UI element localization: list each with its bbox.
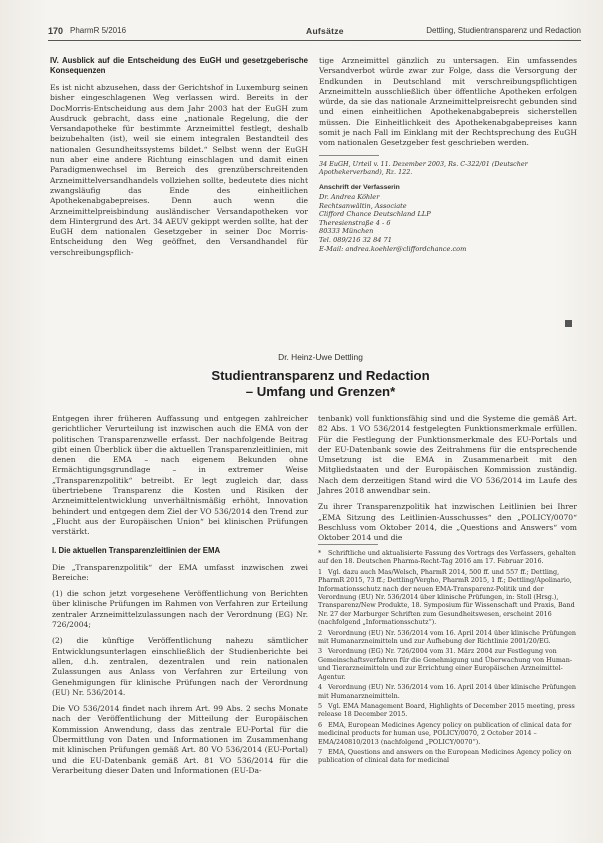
body-paragraph: Die VO 536/2014 findet nach ihrem Art. 99 Abs. 2 sechs Monate nach der Veröffentlichung der Mitteilung der Europäischen Kommission Anwendung, dass das zentrale EU-Portal für die Übermittlung von Daten und Informationen im Zusammenhang mit klinischen Prüfungen gemäß Art. 80 VO 536/2014 (EU-Portal) und die EU-Datenbank gemäß Art. 81 VO 536/2014 für die Verarbeitung dieser Daten und Informationen (EU-Da- xyxy=(52,704,308,775)
article-title-line-2: – Umfang und Grenzen* xyxy=(245,384,396,399)
footnote-number: 2 xyxy=(318,628,323,637)
footnote-number: 4 xyxy=(318,683,323,692)
footnote-text: Verordnung (EU) Nr. 536/2014 vom 16. April 2014 über klinische Prüfungen mit Humanarzneimitteln und zur Aufhebung der Richtlinie 2001/20/EG. xyxy=(318,628,577,646)
body-paragraph: tenbank) voll funktionsfähig sind und die Systeme die gemäß Art. 82 Abs. 1 VO 536/2014 festgelegten Funktionsmerkmale erfüllen. Für die Festlegung der Funktionsmerkmale des EU-Portals und der EU-Datenbank sowie des Zeitrahmens für die entsprechende Umsetzung ist die EMA in Zusammenarbeit mit den Mitgliedstaaten und der Europäischen Kommission zuständig. Nach dem derzeitigen Stand wird die VO 536/2014 im Laufe des Jahres 2018 anwendbar sein. xyxy=(318,414,577,496)
footnote-text: Schriftliche und aktualisierte Fassung des Vortrags des Verfassers, gehalten auf den 18. Deutschen Pharma-Recht-Tag 2016 am 17. Februar 2016. xyxy=(318,549,576,566)
footnote-separator xyxy=(318,544,378,545)
footnote xyxy=(318,549,577,566)
article-footnotes xyxy=(318,540,577,767)
previous-article-paragraph-cont: tige Arzneimittel gänzlich zu untersagen. Ein umfassendes Versandverbot würde zwar zur Folge, dass die Versorgung der Endkunden in Deutschland mit verschreibungspflichtigen Arzneimitteln ausschließlich über öffentliche Apotheken erfolgen würde, da sie das nationale Arzneimittelpreisrecht gebunden sind und einen einheitlichen Apothekenabgabepreis sicherstellen müssen. Die Einheitlichkeit des Apothekenabgabepreises kann somit je nach Fall im Einklang mit der Rechtsprechung des EuGH vom nationalen Gesetzgeber fest geschrieben werden. xyxy=(319,56,577,148)
address-line: Theresienstraße 4 - 6 xyxy=(319,218,391,227)
previous-article-heading: IV. Ausblick auf die Entscheidung des EuGH und gesetzgeberische Konsequenzen xyxy=(50,56,308,75)
address-line: Clifford Chance Deutschland LLP xyxy=(319,210,431,219)
address-line: 80333 München xyxy=(319,227,374,236)
previous-article-paragraph: Es ist nicht abzusehen, dass der Gerichtshof in Luxemburg seinen bisher eingeschlagenen Weg verlassen wird. Bereits in der DocMorris-Entscheidung aus dem Jahr 2003 hat der EuGH zum Ausdruck gebracht, dass eine „nationale Regelung, die der Versandapotheke für bestimmte Arzneimittel festlegt, deshalb beizubehalten (ist), weil sie einem integralen Bestandteil des nationalen Gesundheitssystems bildet.“ Selbst wenn der EuGH nun aber eine andere Richtung einschlagen und damit einen Paradigmenwechsel im Bereich des grenzüberschreitenden Arzneimittelversandhandels vollziehen sollte, bedeutete dies nicht zwangsläufig das Ende des einheitlichen Apothekenabgabepreises. Denn auch wenn die Arzneimittelpreisbindung ausländischer Versandapotheken vor dem Hintergrund des Art. 34 AEUV gekippt werden sollte, hat der EuGH dem nationalen Gesetzgeber in seiner Doc Morris-Entscheidung den Weg geöffnet, den Versandhandel für verschreibungspflich- xyxy=(50,83,308,257)
footnote-number: 7 xyxy=(318,747,323,756)
footnote-number: * xyxy=(318,549,322,557)
footnote-text: Verordnung (EU) Nr. 536/2014 vom 16. April 2014 über klinische Prüfungen mit Humanarzneimitteln. xyxy=(318,683,577,700)
footnote-text: EMA, Questions and answers on the European Medicines Agency policy on publication of clinical data for medicinal xyxy=(318,747,572,765)
section-heading: I. Die aktuellen Transparenzleitlinien der EMA xyxy=(52,545,221,555)
footnote-number: 5 xyxy=(318,701,323,710)
footnote xyxy=(318,629,577,646)
running-header xyxy=(48,24,581,38)
previous-article-footnote: 34 EuGH, Urteil v. 11. Dezember 2003, Rs. C-322/01 (Deutscher Apothekerverband), Rz. 122. xyxy=(319,159,528,177)
header-rule xyxy=(48,40,581,41)
footnote xyxy=(318,702,577,719)
body-paragraph: (2) die künftige Veröffentlichung nahezu sämtlicher Entwicklungsunterlagen einschließlich der Studienberichte bei allen, d.h. zentralen, dezentralen und rein nationalen Zulassungen aus Anlass von Verfahren zur Erteilung von Genehmigungen für klinische Prüfungen nach der Verordnung (EU) Nr. 536/2014. xyxy=(52,636,308,697)
article-title xyxy=(60,368,581,400)
body-paragraph: (1) die schon jetzt vorgesehene Veröffentlichung von Berichten über klinische Prüfungen im Rahmen von Verfahren zur Erteilung zentraler Arzneimittelzulassungen nach der Verordnung (EG) Nr. 726/2004; xyxy=(52,589,308,630)
previous-article-left-column xyxy=(50,56,308,264)
address-line: Rechtsanwältin, Associate xyxy=(319,201,407,210)
address-line: Dr. Andrea Köhler xyxy=(319,193,380,202)
article-left-column xyxy=(52,414,308,782)
body-paragraph: Die „Transparenzpolitik“ der EMA umfasst inzwischen zwei Bereiche: xyxy=(52,562,308,582)
address-email: E-Mail: andrea.koehler@cliffordchance.com xyxy=(319,244,467,253)
footnote-text: Verordnung (EG) Nr. 726/2004 vom 31. März 2004 zur Festlegung von Gemeinschaftsverfahren für die Genehmigung und Überwachung von Human- und Tierarzneimitteln und zur Errichtung einer Europäischen Arzneimittel-Agentur. xyxy=(318,647,573,681)
body-paragraph: Zu ihrer Transparenzpolitik hat inzwischen Leitlinien bei Ihrer „EMA Sitzung des Leitlinien-Ausschusses“ den „POLICY/0070“ Beschluss vom Oktober 2014, die „Questions and Answers“ vom Oktober 2014 und die xyxy=(318,502,577,543)
author-address-block xyxy=(319,184,577,253)
footnote-text: Vgl. dazu auch Mas/Welsch, PharmR 2014, 500 ff. und 557 ff.; Dettling, PharmR 2015, 73 ff.; Dettling/Vergho, PharmR 2015, 1 ff.; Dettling/Apolinario, Informationsschutz nach der neuen EMA-Transparenz-Politik und der Verordnung (EU) Nr. 536/2014 über klinische Prüfungen, in: Stoll (Hrsg.), Transparenz/New Produkte, 18. Symposium für Wissenschaft und Praxis, Band Nr. 27 der Marburger Schriften zum Gesundheitswesen, erscheint 2016 (nachfolgend „Informationsschutz“). xyxy=(318,567,575,627)
footnote-number: 1 xyxy=(318,567,323,576)
footnote-text: Vgl. EMA Management Board, Highlights of December 2015 meeting, press release 18 December 2015. xyxy=(318,701,575,719)
page-number: 170 xyxy=(48,26,64,36)
footnote-separator xyxy=(319,155,379,156)
previous-article-right-column xyxy=(319,56,577,253)
article-author: Dr. Heinz-Uwe Dettling xyxy=(278,352,363,362)
footnote-number: 6 xyxy=(318,720,323,729)
end-of-article-marker xyxy=(565,320,572,327)
section-label: Aufsätze xyxy=(306,26,344,36)
publication-name: PharmR 5/2016 xyxy=(70,26,127,35)
article-right-column xyxy=(318,414,577,550)
article-title-line-1: Studientransparenz und Redaction xyxy=(211,368,430,383)
article-intro: Entgegen ihrer früheren Auffassung und entgegen zahlreicher gerichtlicher Verurteilung ist inzwischen auch die EMA von der politischen Transparenzwelle erfasst. Der nachfolgende Beitrag gibt einen Überblick über die aktuellen Transparenzleitlinien, mit denen die EMA – nach eigenem Bekunden ohne Ermächtigungsgrundlage – in extremer Weise „Transparenzpolitik“ betreibt. Er legt zugleich dar, dass übertriebene Transparenz die Kosten und Risiken der Arzneimittelentwicklung unverhältnismäßig erhöht, Innovation behindert und entgegen dem Ziel der VO 536/2014 den Trend zur „Flucht aus der Europäischen Union“ bei klinischen Prüfungen verstärkt. xyxy=(52,414,308,537)
footnote-number: 3 xyxy=(318,647,323,656)
footnote xyxy=(318,568,577,627)
footnote xyxy=(318,748,577,765)
address-line: Tel. 089/216 32 84 71 xyxy=(319,236,392,245)
footnote-text: EMA, European Medicines Agency policy on publication of clinical data for medicinal products for human use, POLICY/0070, 2 October 2014 – EMA/240810/2013 (nachfolgend „POLICY/0070“). xyxy=(318,720,572,746)
footnote xyxy=(318,647,577,681)
address-label: Anschrift der Verfasserin xyxy=(319,184,400,192)
running-title: Dettling, Studientransparenz und Redaction xyxy=(426,26,581,35)
footnote xyxy=(318,683,577,700)
footnote xyxy=(318,721,577,746)
